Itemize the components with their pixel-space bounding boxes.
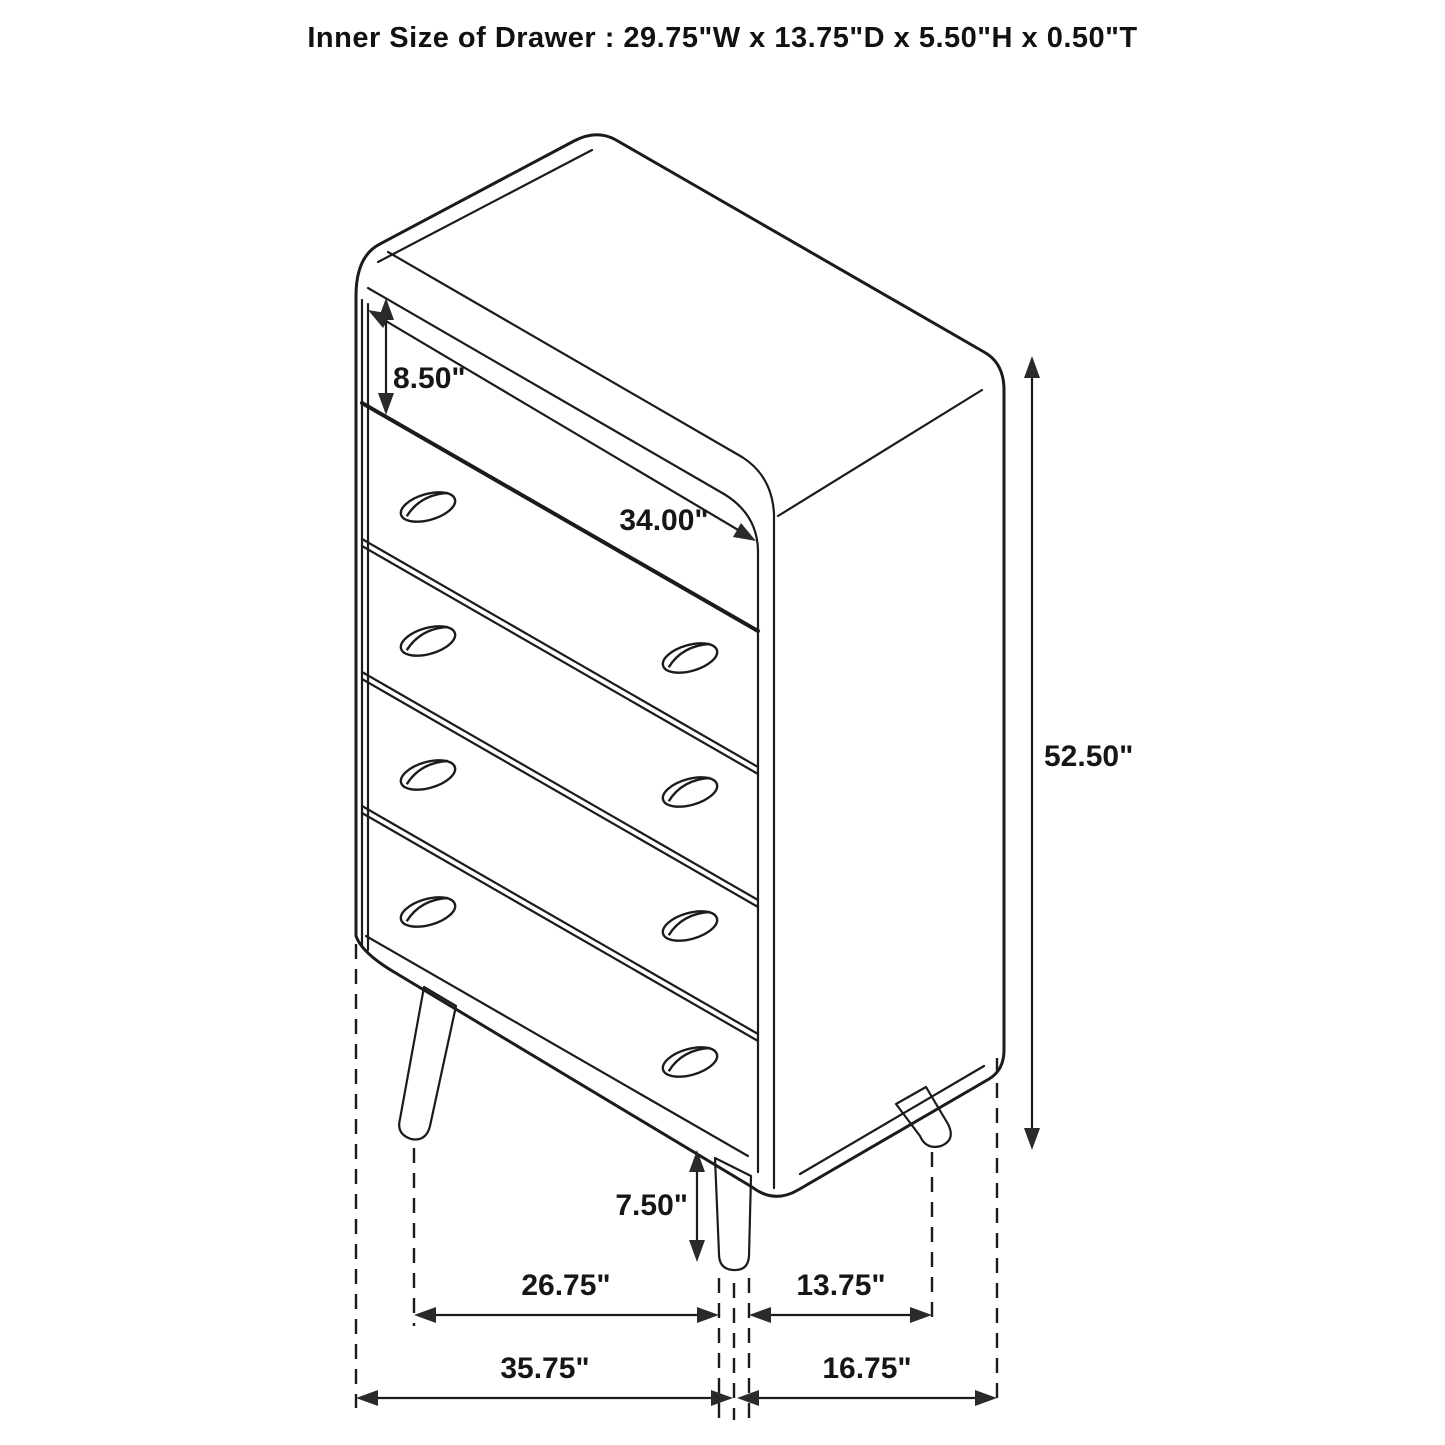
dim-front-leg-spacing: [414, 1269, 719, 1323]
arrowhead-up-icon: [689, 1150, 705, 1172]
dim-label-overall-depth: 16.75": [822, 1352, 912, 1385]
arrowhead-right-icon: [975, 1390, 997, 1406]
arrowhead-down-icon: [1024, 1128, 1040, 1150]
drawer-handle: [398, 487, 459, 527]
dim-leg-height: [615, 1150, 705, 1262]
side-top-edge: [778, 390, 982, 516]
page-title: Inner Size of Drawer : 29.75"W x 13.75"D x 5.50"H x 0.50"T: [307, 22, 1138, 54]
arrowhead-left-icon: [356, 1390, 378, 1406]
dim-label-top-drawer-height: 8.50": [393, 362, 466, 395]
drawer-handle: [398, 892, 459, 932]
arrowhead-right-icon: [910, 1307, 932, 1323]
dim-top-drawer-height: [378, 298, 466, 415]
dim-label-front-width: 34.00": [619, 504, 709, 537]
drawer-handle: [660, 772, 721, 812]
dim-label-overall-height: 52.50": [1044, 740, 1134, 773]
legs: [399, 987, 951, 1270]
drawer-handle: [660, 1042, 721, 1082]
top-rear-inner-edge: [378, 150, 592, 262]
arrowhead-left-icon: [749, 1307, 771, 1323]
dim-label-overall-width: 35.75": [500, 1352, 590, 1385]
bullnose-inner-edge: [368, 288, 758, 1172]
arrowhead-down-icon: [689, 1240, 705, 1262]
drawer-handle: [660, 638, 721, 678]
drawer-handle: [660, 906, 721, 946]
dim-label-side-leg-spacing: 13.75": [796, 1269, 886, 1302]
arrowhead-right-icon: [697, 1307, 719, 1323]
dim-overall-width: [356, 1352, 733, 1406]
plinth-line: [366, 936, 748, 1156]
dim-label-leg-height: 7.50": [615, 1189, 688, 1222]
dim-side-leg-spacing: [749, 1269, 932, 1323]
dim-label-front-leg-spacing: 26.75": [521, 1269, 611, 1302]
drawer-handle: [398, 621, 459, 661]
dim-overall-depth: [737, 1352, 997, 1406]
arrowhead-left-icon: [414, 1307, 436, 1323]
dim-overall-height: [1024, 356, 1133, 1150]
arrowhead-right-icon: [711, 1390, 733, 1406]
arrowhead-up-icon: [1024, 356, 1040, 378]
leg-front-left: [399, 987, 456, 1139]
side-bottom-inner-edge: [800, 1066, 984, 1174]
extension-lines: [356, 944, 997, 1420]
drawer-handle: [398, 755, 459, 795]
